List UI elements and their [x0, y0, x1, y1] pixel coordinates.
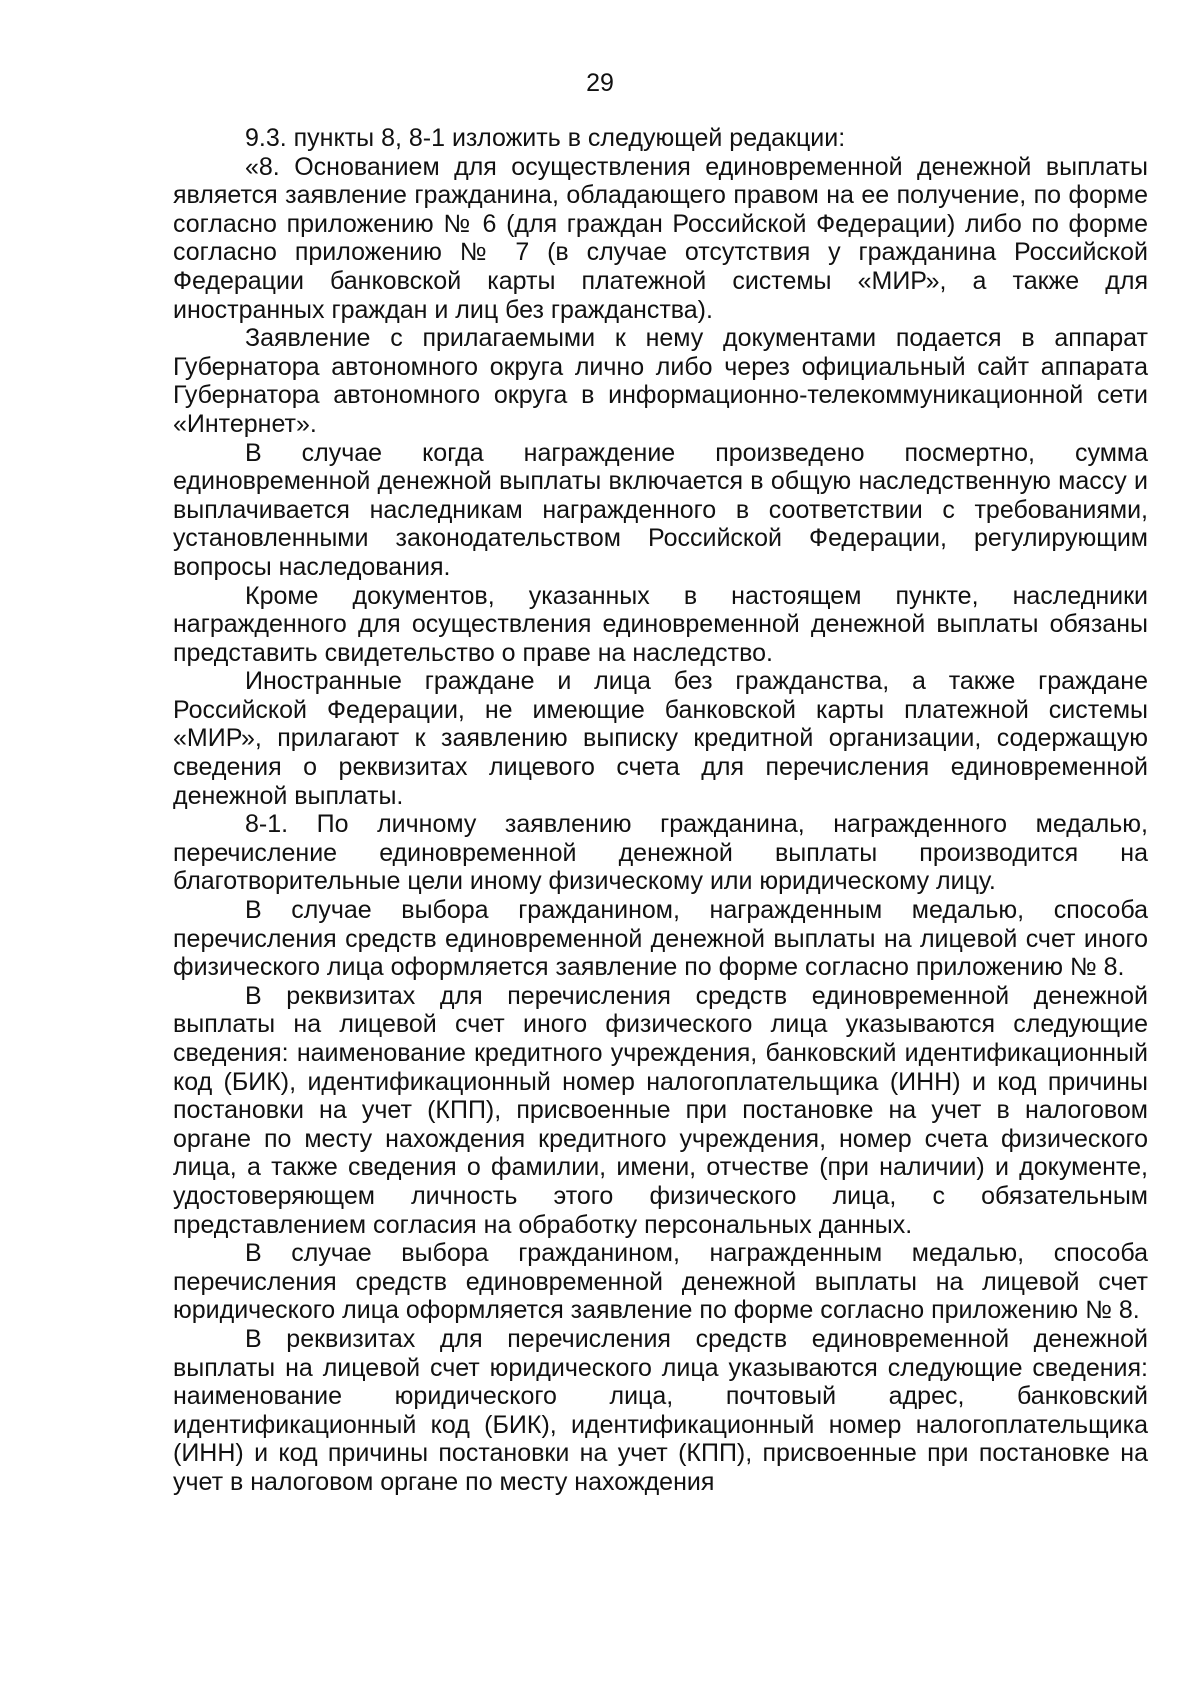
paragraph-8-1-charity: 8-1. По личному заявлению гражданина, награжденного медалью, перечисление единовременной денежной выплаты производится на благотворительные цели иному физическому или юридическому лицу.	[173, 810, 1148, 896]
paragraph-foreign-citizens: Иностранные граждане и лица без гражданства, а также граждане Российской Федерации, не имеющие банковской карты платежной системы «МИР», прилагают к заявлению выписку кредитной организации, содержащую сведения о реквизитах лицевого счета для перечисления единовременной денежной выплаты.	[173, 667, 1148, 810]
paragraph-legal-entity-details: В реквизитах для перечисления средств единовременной денежной выплаты на лицевой счет юридического лица указываются следующие сведения: наименование юридического лица, почтовый адрес, банковский идентификационный код (БИК), идентификационный номер налогоплательщика (ИНН) и код причины постановки на учет (КПП), присвоенные при постановке на учет в налоговом органе по месту нахождения	[173, 1324, 1148, 1496]
paragraph-individual-account: В случае выбора гражданином, награжденным медалью, способа перечисления средств единовременной денежной выплаты на лицевой счет иного физического лица оформляется заявление по форме согласно приложению № 8.	[173, 896, 1148, 982]
paragraph-heirs-documents: Кроме документов, указанных в настоящем пункте, наследники награжденного для осуществления единовременной денежной выплаты обязаны представить свидетельство о праве на наследство.	[173, 581, 1148, 667]
paragraph-individual-details: В реквизитах для перечисления средств единовременной денежной выплаты на лицевой счет иного физического лица указываются следующие сведения: наименование кредитного учреждения, банковский идентификационный код (БИК), идентификационный номер налогоплательщика (ИНН) и код причины постановки на учет (КПП), присвоенные при постановке на учет в налоговом органе по месту нахождения кредитного учреждения, номер счета физического лица, а также сведения о фамилии, имени, отчестве (при наличии) и документе, удостоверяющем личность этого физического лица, с обязательным представлением согласия на обработку персональных данных.	[173, 981, 1148, 1239]
paragraph-8-basis: «8. Основанием для осуществления единовременной денежной выплаты является заявление гражданина, обладающего правом на ее получение, по форме согласно приложению № 6 (для граждан Российской Федерации) либо по форме согласно приложению № 7 (в случае отсутствия у гражданина Российской Федерации банковской карты платежной системы «МИР», а также для иностранных граждан и лиц без гражданства).	[173, 152, 1148, 324]
paragraph-posthumous-award: В случае когда награждение произведено посмертно, сумма единовременной денежной выплаты включается в общую наследственную массу и выплачивается наследникам награжденного в соответствии с требованиями, установленными законодательством Российской Федерации, регулирующим вопросы наследования.	[173, 438, 1148, 581]
document-body	[173, 124, 1148, 1497]
paragraph-9-3: 9.3. пункты 8, 8-1 изложить в следующей редакции:	[245, 124, 846, 152]
paragraph-legal-entity-account: В случае выбора гражданином, награжденным медалью, способа перечисления средств единовременной денежной выплаты на лицевой счет юридического лица оформляется заявление по форме согласно приложению № 8.	[173, 1239, 1148, 1325]
page-number: 29	[586, 69, 614, 97]
paragraph-application-submission: Заявление с прилагаемыми к нему документами подается в аппарат Губернатора автономного округа лично либо через официальный сайт аппарата Губернатора автономного округа в информационно-телекоммуникационной сети «Интернет».	[173, 324, 1148, 438]
